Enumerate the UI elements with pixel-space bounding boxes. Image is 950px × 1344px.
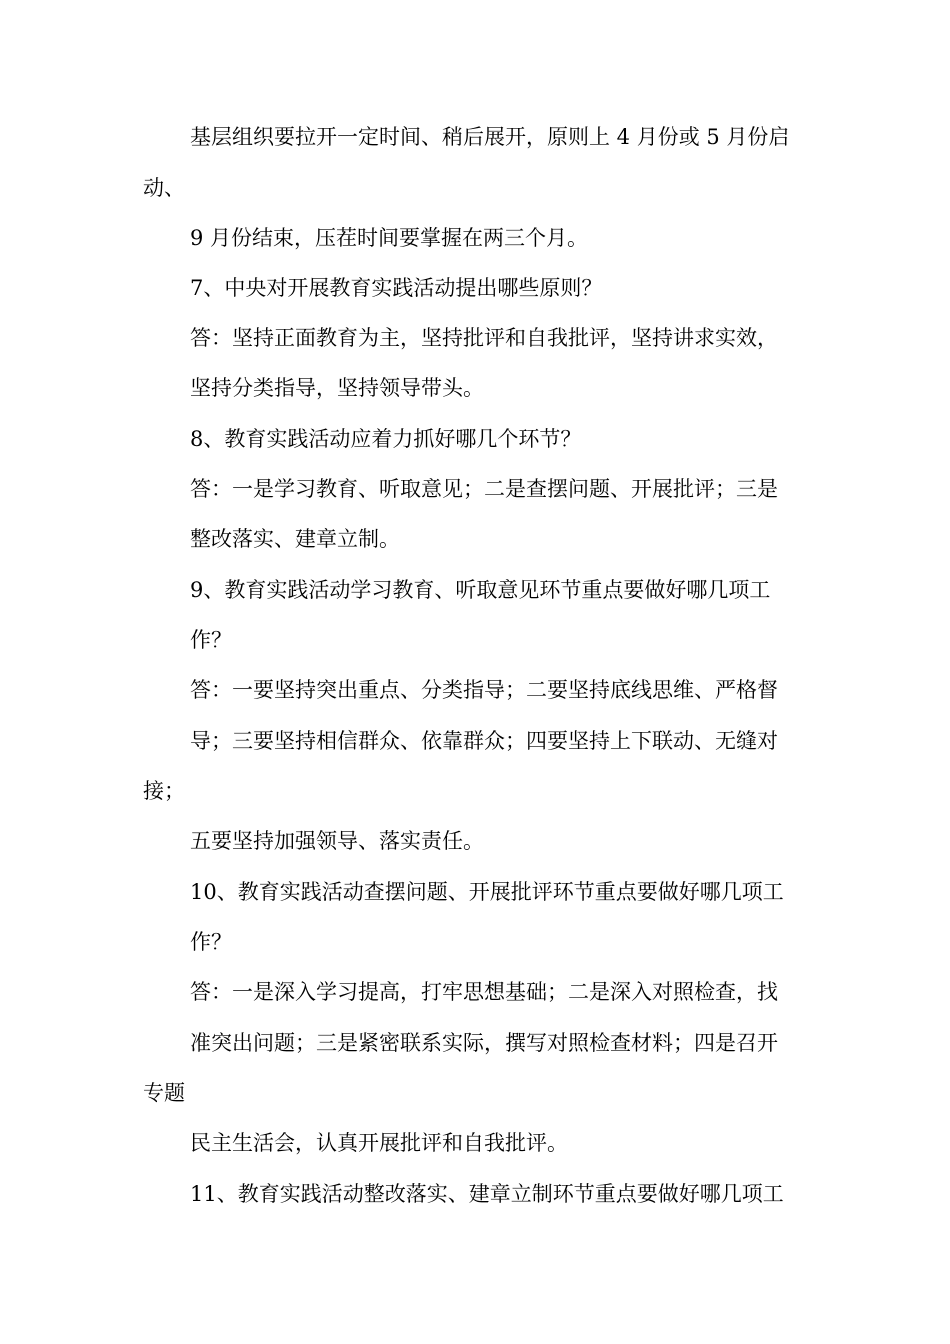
question-heading: 7、中央对开展教育实践活动提出哪些原则？ bbox=[190, 276, 603, 300]
answer-line: 整改落实、建章立制。 bbox=[190, 527, 400, 551]
answer-line: 接； bbox=[143, 779, 185, 803]
answer-line: 答：坚持正面教育为主，坚持批评和自我批评，坚持讲求实效， bbox=[190, 326, 778, 350]
answer-line: 坚持分类指导，坚持领导带头。 bbox=[190, 376, 484, 400]
paragraph-line: 动、 bbox=[143, 176, 185, 200]
answer-line: 准突出问题；三是紧密联系实际，撰写对照检查材料；四是召开 bbox=[190, 1031, 778, 1055]
paragraph-line: 基层组织要拉开一定时间、稍后展开，原则上 4 月份或 5 月份启 bbox=[190, 125, 790, 149]
question-heading: 10、教育实践活动查摆问题、开展批评环节重点要做好哪几项工 bbox=[190, 880, 784, 904]
question-heading: 9、教育实践活动学习教育、听取意见环节重点要做好哪几项工 bbox=[190, 578, 771, 602]
question-heading: 作？ bbox=[190, 930, 232, 954]
paragraph-line: 9 月份结束，压茬时间要掌握在两三个月。 bbox=[190, 226, 589, 250]
question-heading: 11、教育实践活动整改落实、建章立制环节重点要做好哪几项工 bbox=[190, 1182, 784, 1206]
answer-line: 导；三要坚持相信群众、依靠群众；四要坚持上下联动、无缝对 bbox=[190, 729, 778, 753]
answer-line: 民主生活会，认真开展批评和自我批评。 bbox=[190, 1131, 568, 1155]
answer-line: 答：一是学习教育、听取意见；二是查摆问题、开展批评；三是 bbox=[190, 477, 778, 501]
question-heading: 8、教育实践活动应着力抓好哪几个环节？ bbox=[190, 427, 582, 451]
answer-line: 答：一要坚持突出重点、分类指导；二要坚持底线思维、严格督 bbox=[190, 678, 778, 702]
question-heading: 作？ bbox=[190, 628, 232, 652]
answer-line: 专题 bbox=[143, 1081, 185, 1105]
answer-line: 答：一是深入学习提高，打牢思想基础；二是深入对照检查，找 bbox=[190, 980, 778, 1004]
answer-line: 五要坚持加强领导、落实责任。 bbox=[190, 829, 484, 853]
